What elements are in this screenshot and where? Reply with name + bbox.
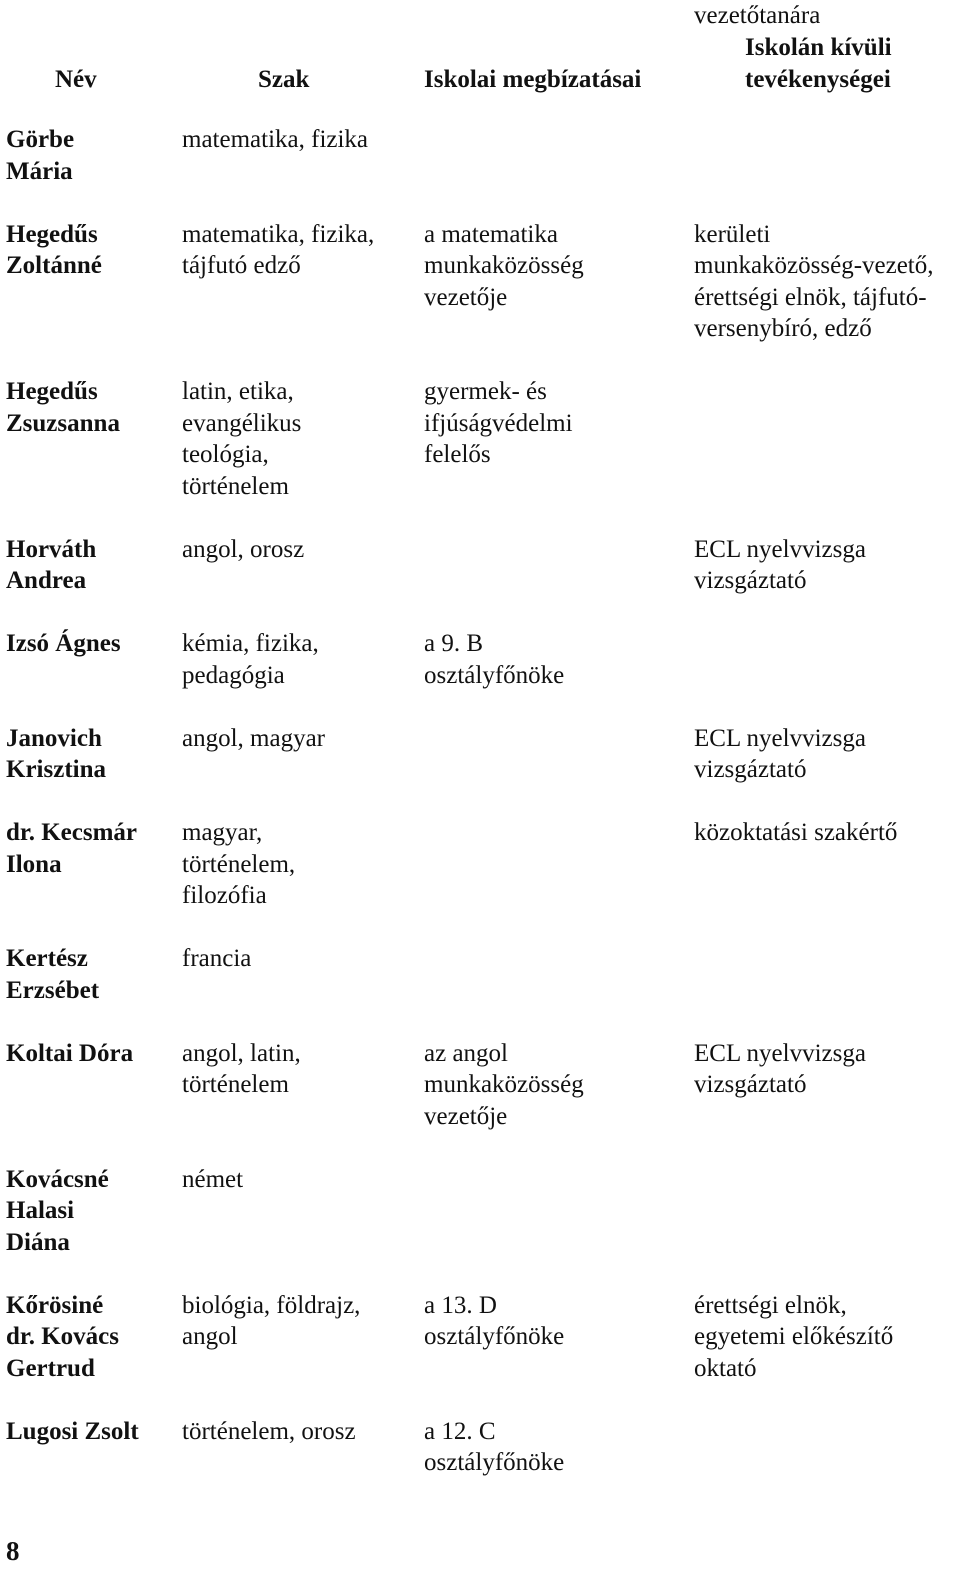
teacher-kivul-line: érettségi elnök, bbox=[694, 1291, 847, 1319]
teacher-megbizatas-line: a 9. B bbox=[424, 630, 484, 657]
teacher-name-line: Halasi bbox=[6, 1197, 75, 1224]
teacher-szak-cell bbox=[182, 628, 424, 691]
teacher-megbizatas-line: gyermek- és bbox=[424, 378, 547, 405]
table-row bbox=[0, 1038, 960, 1133]
teacher-szak-line: magyar, bbox=[182, 819, 263, 846]
teacher-kivul-line: vizsgáztató bbox=[694, 756, 807, 783]
teacher-szak-line: evangélikus bbox=[182, 409, 302, 437]
table-row bbox=[0, 628, 960, 691]
teacher-szak-line: francia bbox=[182, 945, 252, 972]
teacher-szak-line: történelem, orosz bbox=[182, 1417, 356, 1445]
teacher-kivul-line: egyetemi előkészítő bbox=[694, 1323, 894, 1350]
teacher-szak-line: történelem, bbox=[182, 850, 296, 878]
teacher-name-line: dr. Kecsmár bbox=[6, 819, 137, 846]
teacher-name-cell bbox=[0, 628, 182, 660]
header-megbizatas: Iskolai megbízatásai bbox=[424, 65, 642, 93]
teacher-megbizatas-line: a matematika bbox=[424, 220, 558, 248]
teacher-kivul-line: versenybíró, edző bbox=[694, 315, 872, 342]
teacher-szak-line: történelem bbox=[182, 472, 289, 500]
teacher-table bbox=[0, 124, 960, 1510]
teacher-kivul-cell bbox=[694, 723, 960, 786]
teacher-megbizatas-line: az angol bbox=[424, 1039, 508, 1067]
teacher-szak-line: teológia, bbox=[182, 441, 269, 468]
teacher-szak-line: matematika, fizika bbox=[182, 126, 369, 153]
teacher-name-line: Erzsébet bbox=[6, 976, 100, 1004]
table-header bbox=[0, 31, 960, 95]
table-row bbox=[0, 1164, 960, 1259]
teacher-kivul-cell bbox=[694, 817, 960, 849]
teacher-name-line: Görbe bbox=[6, 126, 75, 153]
teacher-szak-line: angol, latin, bbox=[182, 1039, 301, 1067]
teacher-name-cell bbox=[0, 219, 182, 282]
carry-over-text: vezetőtanára bbox=[694, 2, 821, 29]
teacher-szak-cell bbox=[182, 1290, 424, 1353]
teacher-name-line: Izsó Ágnes bbox=[6, 630, 121, 657]
teacher-name-cell bbox=[0, 376, 182, 439]
teacher-megbizatas-line: vezetője bbox=[424, 1102, 508, 1130]
teacher-szak-line: angol bbox=[182, 1323, 238, 1350]
teacher-megbizatas-line: ifjúságvédelmi bbox=[424, 409, 573, 437]
teacher-megbizatas-line: a 13. D bbox=[424, 1291, 497, 1319]
teacher-szak-cell bbox=[182, 219, 424, 282]
teacher-szak-line: angol, orosz bbox=[182, 535, 305, 563]
teacher-name-cell bbox=[0, 1038, 182, 1070]
teacher-name-cell bbox=[0, 817, 182, 880]
teacher-name-line: Zoltánné bbox=[6, 252, 102, 279]
teacher-name-line: Hegedűs bbox=[6, 378, 98, 405]
teacher-megbizatas-line: vezetője bbox=[424, 283, 508, 311]
teacher-kivul-cell bbox=[694, 219, 960, 345]
teacher-name-line: Andrea bbox=[6, 567, 87, 594]
teacher-megbizatas-cell bbox=[424, 219, 694, 314]
teacher-szak-line: kémia, fizika, bbox=[182, 630, 319, 657]
teacher-kivul-line: érettségi elnök, tájfutó- bbox=[694, 283, 927, 311]
teacher-name-cell bbox=[0, 1416, 182, 1448]
header-szak: Szak bbox=[258, 65, 310, 93]
table-row bbox=[0, 1416, 960, 1479]
teacher-szak-line: tájfutó edző bbox=[182, 252, 301, 279]
teacher-megbizatas-line: felelős bbox=[424, 441, 491, 468]
teacher-name-line: Kőrösiné bbox=[6, 1291, 104, 1319]
teacher-kivul-line: vizsgáztató bbox=[694, 1071, 807, 1098]
table-row bbox=[0, 723, 960, 786]
table-row bbox=[0, 943, 960, 1006]
teacher-szak-cell bbox=[182, 817, 424, 912]
teacher-megbizatas-line: osztályfőnöke bbox=[424, 1449, 565, 1476]
table-row bbox=[0, 124, 960, 187]
teacher-szak-cell bbox=[182, 943, 424, 975]
header-kivul-line1: Iskolán kívüli bbox=[745, 34, 892, 61]
teacher-name-line: Mária bbox=[6, 157, 73, 185]
teacher-kivul-cell bbox=[694, 1038, 960, 1101]
teacher-name-line: Diána bbox=[6, 1228, 70, 1256]
teacher-szak-line: filozófia bbox=[182, 882, 267, 909]
table-row bbox=[0, 817, 960, 912]
teacher-kivul-line: közoktatási szakértő bbox=[694, 819, 898, 846]
teacher-name-cell bbox=[0, 534, 182, 597]
teacher-name-line: Kertész bbox=[6, 945, 88, 972]
teacher-name-line: Krisztina bbox=[6, 756, 106, 783]
teacher-kivul-cell bbox=[694, 1290, 960, 1385]
table-row bbox=[0, 376, 960, 502]
teacher-megbizatas-line: osztályfőnöke bbox=[424, 661, 565, 689]
teacher-name-line: Koltai Dóra bbox=[6, 1039, 134, 1067]
teacher-name-line: Horváth bbox=[6, 535, 97, 563]
teacher-name-line: Zsuzsanna bbox=[6, 409, 120, 437]
teacher-kivul-cell bbox=[694, 534, 960, 597]
teacher-szak-cell bbox=[182, 1038, 424, 1101]
teacher-name-line: Ilona bbox=[6, 850, 62, 878]
teacher-megbizatas-cell bbox=[424, 628, 694, 691]
teacher-name-cell bbox=[0, 943, 182, 1006]
teacher-name-line: Janovich bbox=[6, 724, 102, 752]
teacher-szak-cell bbox=[182, 723, 424, 755]
teacher-szak-cell bbox=[182, 124, 424, 156]
teacher-name-cell bbox=[0, 723, 182, 786]
teacher-kivul-line: kerületi bbox=[694, 220, 771, 248]
teacher-megbizatas-line: osztályfőnöke bbox=[424, 1323, 565, 1350]
teacher-kivul-line: munkaközösség-vezető, bbox=[694, 252, 934, 279]
teacher-szak-cell bbox=[182, 1164, 424, 1196]
teacher-szak-line: biológia, földrajz, bbox=[182, 1291, 361, 1319]
teacher-megbizatas-cell bbox=[424, 1038, 694, 1133]
teacher-megbizatas-cell bbox=[424, 376, 694, 471]
teacher-szak-cell bbox=[182, 1416, 424, 1448]
table-row bbox=[0, 534, 960, 597]
teacher-kivul-line: ECL nyelvvizsga bbox=[694, 535, 866, 563]
teacher-kivul-line: vizsgáztató bbox=[694, 567, 807, 594]
teacher-szak-line: latin, etika, bbox=[182, 378, 294, 405]
teacher-megbizatas-line: munkaközösség bbox=[424, 1071, 584, 1098]
header-kivul-line2: tevékenységei bbox=[745, 65, 891, 93]
page-number: 8 bbox=[6, 1536, 20, 1566]
teacher-szak-line: pedagógia bbox=[182, 661, 285, 689]
teacher-name-line: Kovácsné bbox=[6, 1165, 109, 1193]
teacher-name-cell bbox=[0, 124, 182, 187]
teacher-megbizatas-line: munkaközösség bbox=[424, 252, 584, 279]
teacher-megbizatas-line: a 12. C bbox=[424, 1417, 496, 1445]
teacher-name-cell bbox=[0, 1290, 182, 1385]
teacher-name-line: Lugosi Zsolt bbox=[6, 1417, 139, 1445]
teacher-megbizatas-cell bbox=[424, 1416, 694, 1479]
teacher-szak-cell bbox=[182, 534, 424, 566]
teacher-szak-line: matematika, fizika, bbox=[182, 220, 375, 248]
teacher-szak-line: történelem bbox=[182, 1071, 289, 1098]
teacher-szak-line: német bbox=[182, 1165, 244, 1193]
header-kivul bbox=[745, 32, 892, 95]
teacher-szak-cell bbox=[182, 376, 424, 502]
table-row bbox=[0, 1290, 960, 1385]
teacher-kivul-line: ECL nyelvvizsga bbox=[694, 1039, 866, 1067]
table-row bbox=[0, 219, 960, 345]
header-name: Név bbox=[55, 65, 97, 93]
teacher-name-line: Hegedűs bbox=[6, 220, 98, 248]
teacher-name-line: Gertrud bbox=[6, 1354, 95, 1382]
teacher-name-cell bbox=[0, 1164, 182, 1259]
teacher-kivul-line: oktató bbox=[694, 1354, 757, 1382]
teacher-szak-line: angol, magyar bbox=[182, 724, 326, 752]
teacher-kivul-line: ECL nyelvvizsga bbox=[694, 724, 866, 752]
teacher-megbizatas-cell bbox=[424, 1290, 694, 1353]
teacher-name-line: dr. Kovács bbox=[6, 1323, 119, 1350]
